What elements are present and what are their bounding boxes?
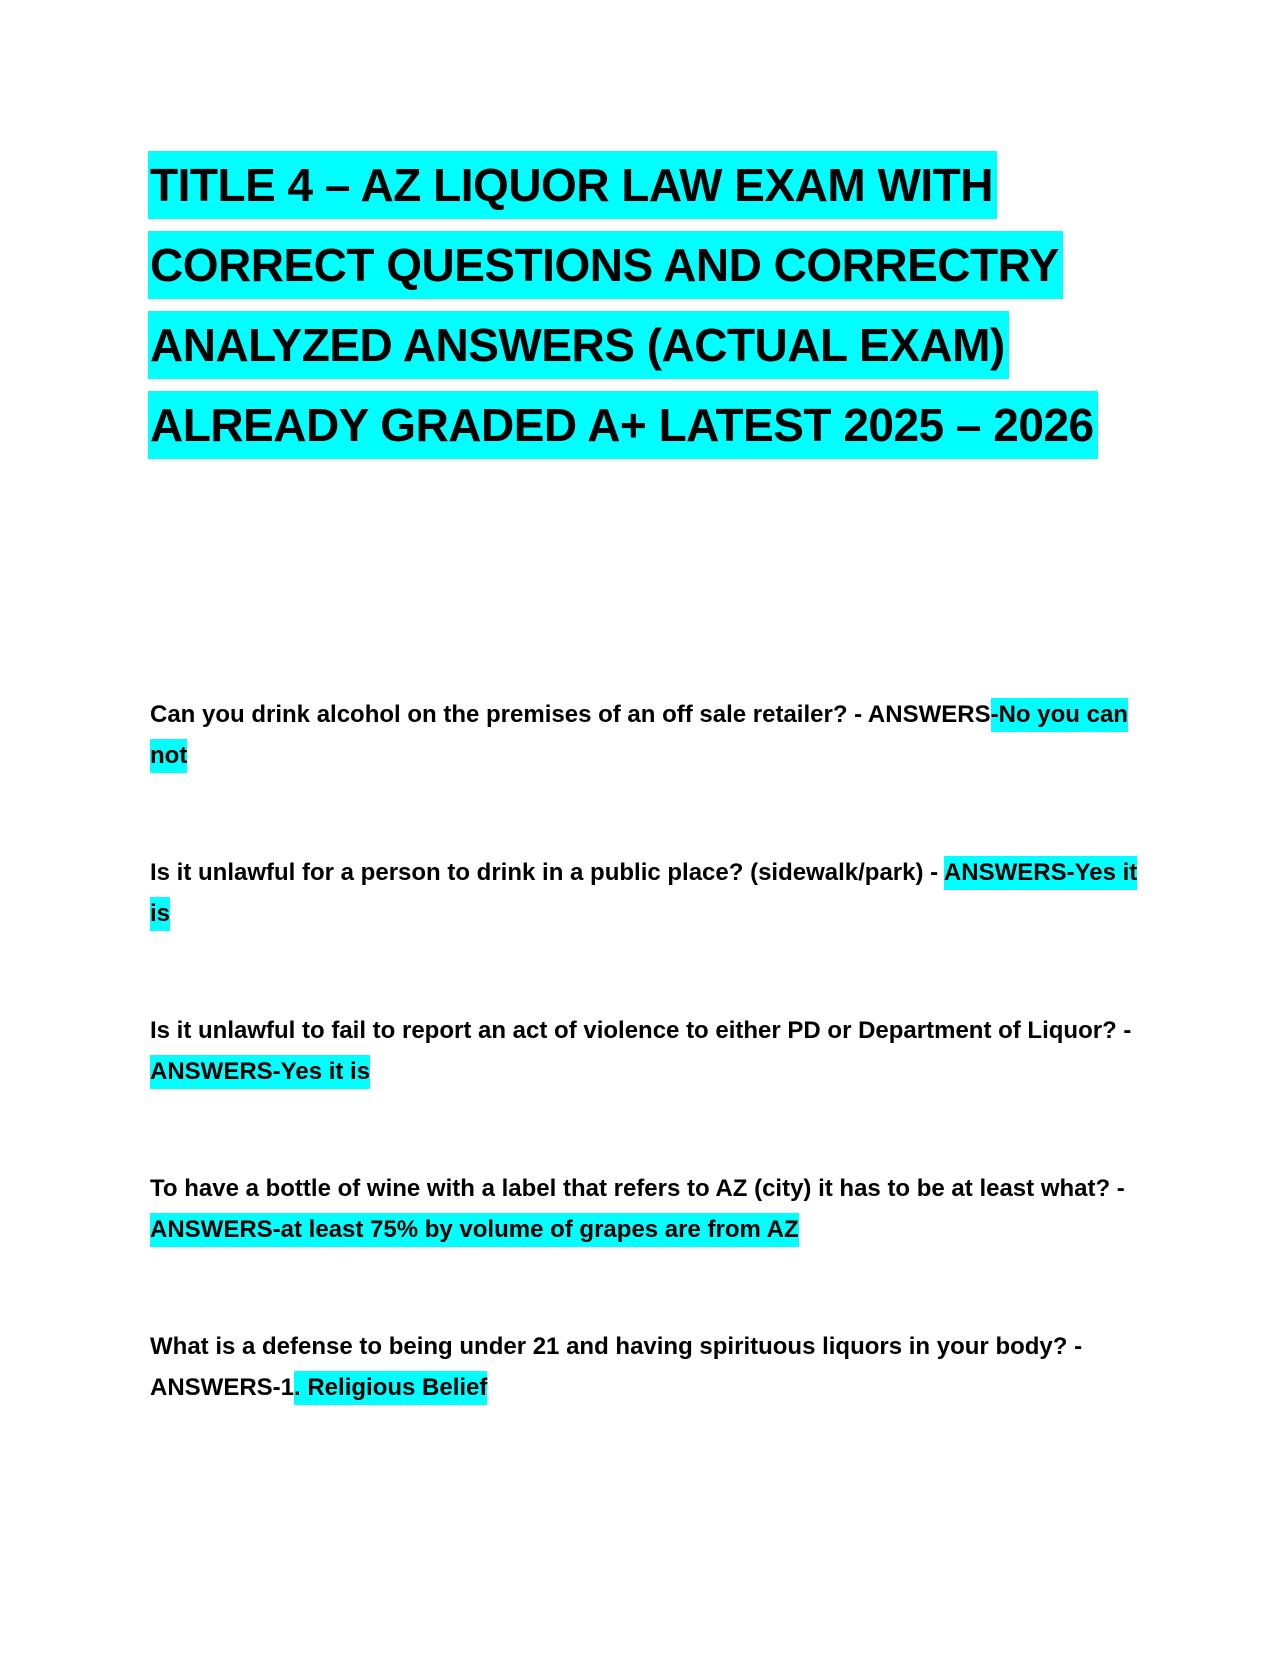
qa-item-3 <box>150 1010 1140 1092</box>
title-line-2: CORRECT QUESTIONS AND CORRECTRY <box>148 231 1063 299</box>
qa-item-1 <box>150 694 1140 776</box>
question-text: What is a defense to being under 21 and having spirituous liquors in your body? - ANSWERS-1 <box>150 1333 1083 1401</box>
answer-highlight: -No you can not <box>150 698 1128 773</box>
title-line-4: ALREADY GRADED A+ LATEST 2025 – 2026 <box>148 391 1098 459</box>
qa-item-2 <box>150 852 1140 934</box>
answer-highlight: ANSWERS-Yes it is <box>150 856 1137 931</box>
qa-item-5 <box>150 1326 1140 1408</box>
question-text: Is it unlawful to fail to report an act of violence to either PD or Department of Liquor? - <box>150 1017 1132 1044</box>
answer-highlight: . Religious Belief <box>294 1371 487 1405</box>
question-text: To have a bottle of wine with a label that refers to AZ (city) it has to be at least what? - <box>150 1175 1125 1202</box>
answer-highlight: ANSWERS-at least 75% by volume of grapes are from AZ <box>150 1213 799 1247</box>
question-text: Is it unlawful for a person to drink in a public place? (sidewalk/park) - <box>150 859 944 886</box>
qa-item-4 <box>150 1168 1140 1250</box>
document-title <box>150 147 1150 467</box>
answer-highlight: ANSWERS-Yes it is <box>150 1055 370 1089</box>
title-line-3: ANALYZED ANSWERS (ACTUAL EXAM) <box>148 311 1009 379</box>
question-text: Can you drink alcohol on the premises of an off sale retailer? - ANSWERS <box>150 701 991 728</box>
title-line-1: TITLE 4 – AZ LIQUOR LAW EXAM WITH <box>148 151 997 219</box>
